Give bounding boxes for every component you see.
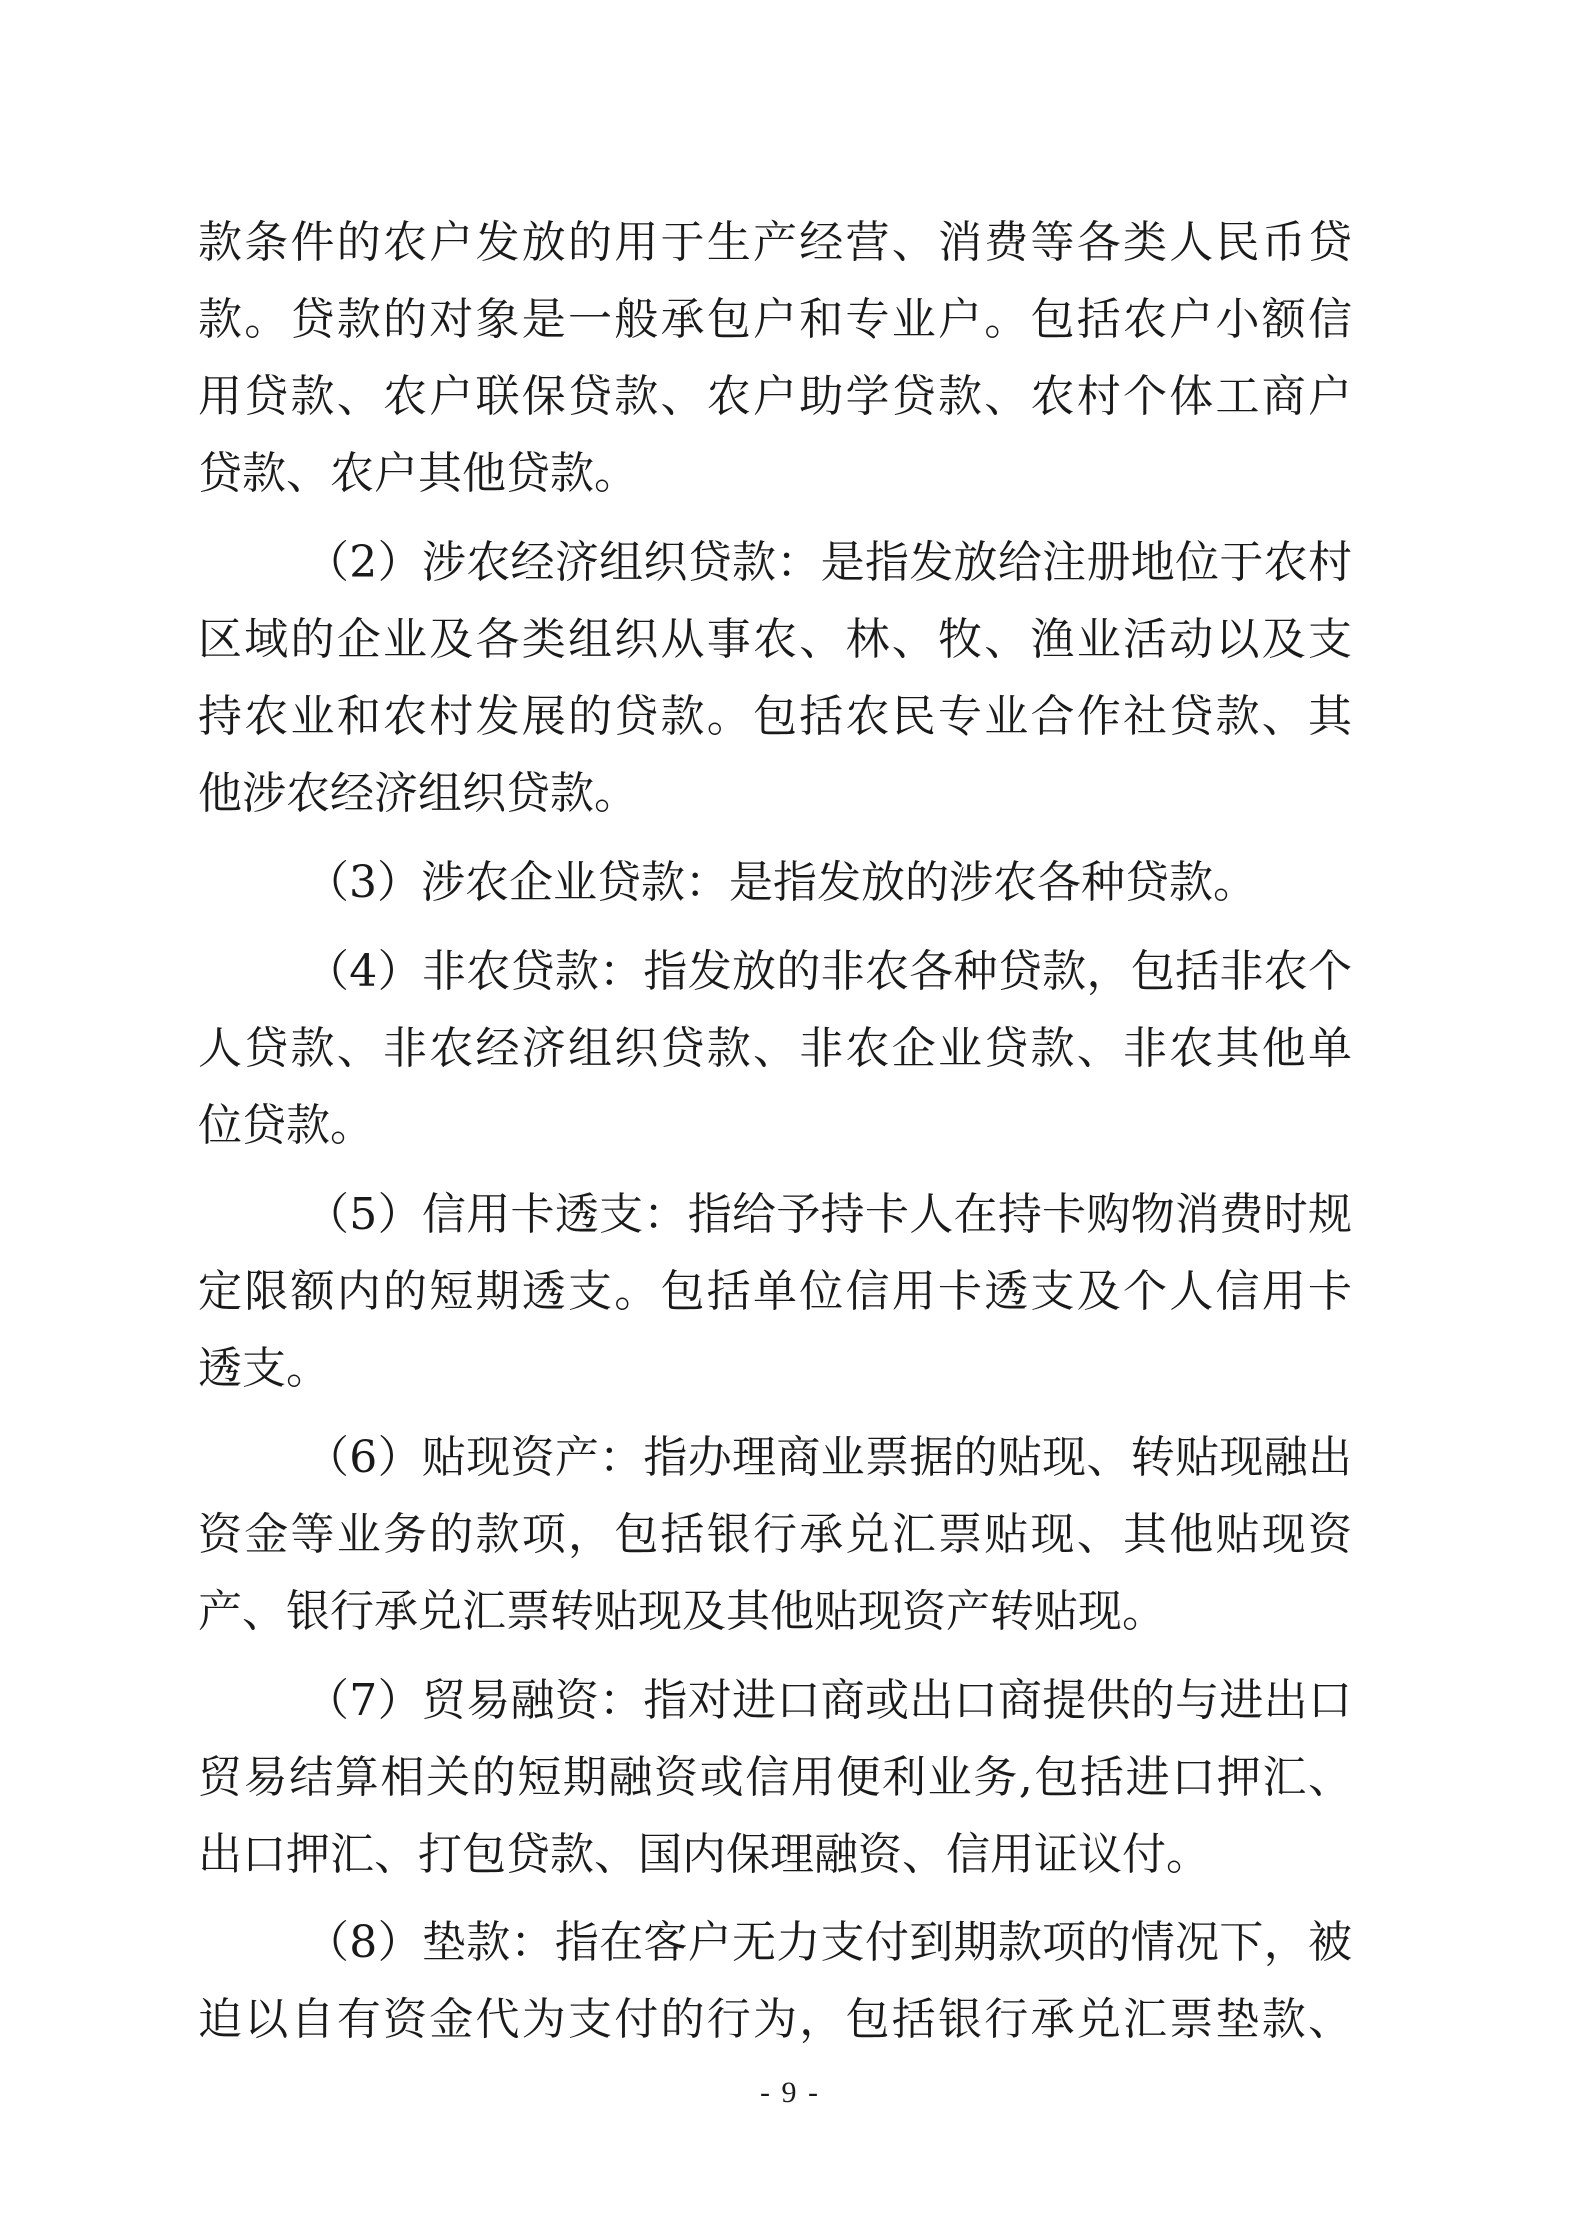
body-text-line: 出口押汇、打包贷款、国内保理融资、信用证议付。	[198, 1829, 1210, 1880]
body-text-line: 用贷款、农户联保贷款、农户助学贷款、农村个体工商户	[198, 371, 1352, 422]
paragraph-start-line: （4）非农贷款：指发放的非农各种贷款，包括非农个	[305, 946, 1352, 997]
body-text-line: 人贷款、非农经济组织贷款、非农企业贷款、非农其他单	[198, 1023, 1352, 1074]
paragraph-start-line: （7）贸易融资：指对进口商或出口商提供的与进出口	[305, 1675, 1352, 1726]
paragraph-start-line: （8）垫款：指在客户无力支付到期款项的情况下，被	[305, 1917, 1352, 1968]
body-text-line: 迫以自有资金代为支付的行为，包括银行承兑汇票垫款、	[198, 1994, 1352, 2045]
paragraph-start-line: （2）涉农经济组织贷款：是指发放给注册地位于农村	[305, 537, 1352, 588]
body-text-line: 款。贷款的对象是一般承包户和专业户。包括农户小额信	[198, 294, 1352, 345]
body-text-line: 透支。	[198, 1343, 330, 1394]
body-text-line: 位贷款。	[198, 1100, 374, 1151]
body-text-line: 定限额内的短期透支。包括单位信用卡透支及个人信用卡	[198, 1266, 1352, 1317]
body-text-line: 款条件的农户发放的用于生产经营、消费等各类人民币贷	[198, 217, 1352, 268]
body-text-line: 贷款、农户其他贷款。	[198, 448, 638, 499]
body-text-line: 他涉农经济组织贷款。	[198, 768, 638, 819]
paragraph-start-line: （5）信用卡透支：指给予持卡人在持卡购物消费时规	[305, 1189, 1352, 1240]
paragraph-start-line: （3）涉农企业贷款：是指发放的涉农各种贷款。	[305, 857, 1257, 908]
body-text-line: 贸易结算相关的短期融资或信用便利业务,包括进口押汇、	[198, 1752, 1352, 1803]
body-text-line: 产、银行承兑汇票转贴现及其他贴现资产转贴现。	[198, 1586, 1166, 1637]
body-text-line: 区域的企业及各类组织从事农、林、牧、渔业活动以及支	[198, 614, 1352, 665]
body-text-line: 资金等业务的款项，包括银行承兑汇票贴现、其他贴现资	[198, 1509, 1352, 1560]
body-text-line: 持农业和农村发展的贷款。包括农民专业合作社贷款、其	[198, 691, 1352, 742]
paragraph-start-line: （6）贴现资产：指办理商业票据的贴现、转贴现融出	[305, 1432, 1352, 1483]
page-number: - 9 -	[760, 2076, 820, 2109]
